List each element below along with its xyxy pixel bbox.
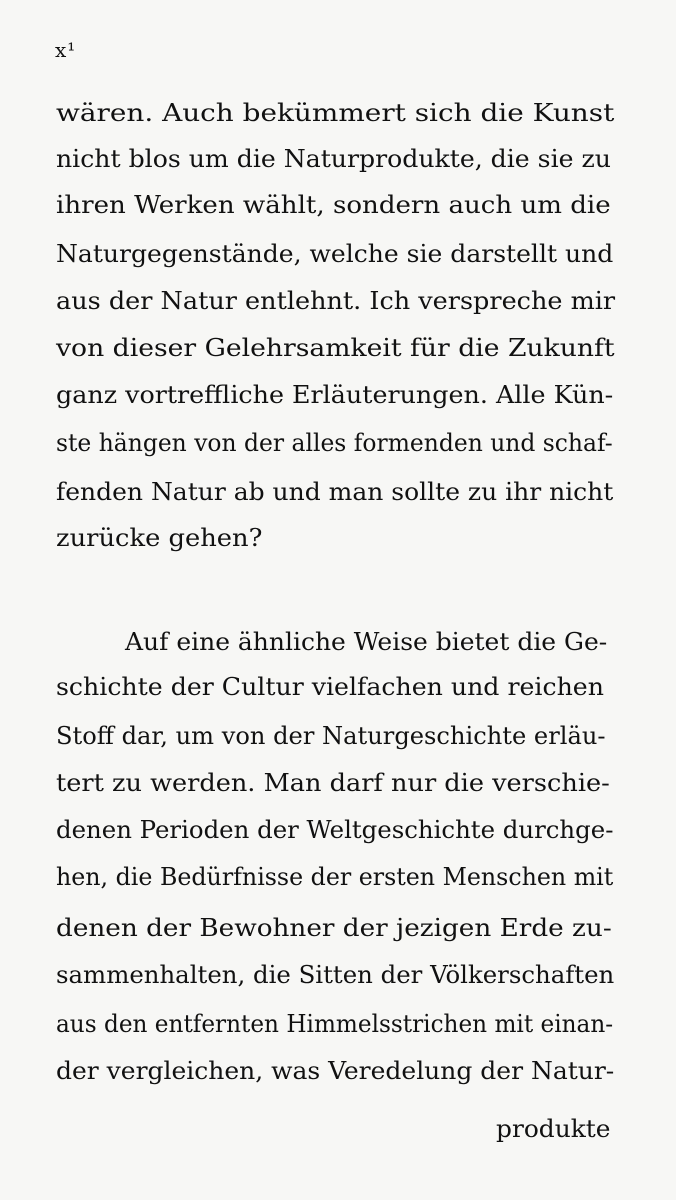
text-line: Auf eine ähnliche Weise bietet die Ge- bbox=[125, 628, 608, 656]
text-line: der vergleichen, was Veredelung der Natur- bbox=[56, 1057, 615, 1085]
text-line: zurücke gehen? bbox=[56, 524, 263, 552]
text-line: ihren Werken wählt, sondern auch um die bbox=[56, 191, 611, 219]
text-line: denen der Bewohner der jezigen Erde zu- bbox=[56, 914, 612, 942]
text-line: tert zu werden. Man darf nur die verschie- bbox=[56, 769, 610, 797]
text-line: ste hängen von der alles formenden und schaf- bbox=[56, 429, 613, 457]
text-line: nicht blos um die Naturprodukte, die sie zu bbox=[56, 145, 611, 173]
text-line: sammenhalten, die Sitten der Völkerschaften bbox=[56, 961, 615, 989]
text-line: aus der Natur entlehnt. Ich verspreche mir bbox=[56, 287, 616, 315]
text-line: denen Perioden der Weltgeschichte durchge- bbox=[56, 816, 614, 844]
text-line: wären. Auch bekümmert sich die Kunst bbox=[56, 99, 615, 127]
text-line: schichte der Cultur vielfachen und reichen bbox=[56, 673, 604, 701]
text-line: aus den entfernten Himmelsstrichen mit einan- bbox=[56, 1010, 614, 1038]
text-line: Stoff dar, um von der Naturgeschichte erläu- bbox=[56, 722, 606, 750]
text-line: hen, die Bedürfnisse der ersten Menschen mit bbox=[56, 863, 614, 891]
text-line: von dieser Gelehrsamkeit für die Zukunft bbox=[56, 334, 615, 362]
text-line: Naturgegenstände, welche sie darstellt und bbox=[56, 240, 614, 268]
text-line: ganz vortreffliche Erläuterungen. Alle Kün- bbox=[56, 381, 614, 409]
page-number: x¹ bbox=[55, 38, 77, 62]
text-line: fenden Natur ab und man sollte zu ihr nicht bbox=[56, 478, 614, 506]
catchword: produkte bbox=[495, 1115, 610, 1143]
